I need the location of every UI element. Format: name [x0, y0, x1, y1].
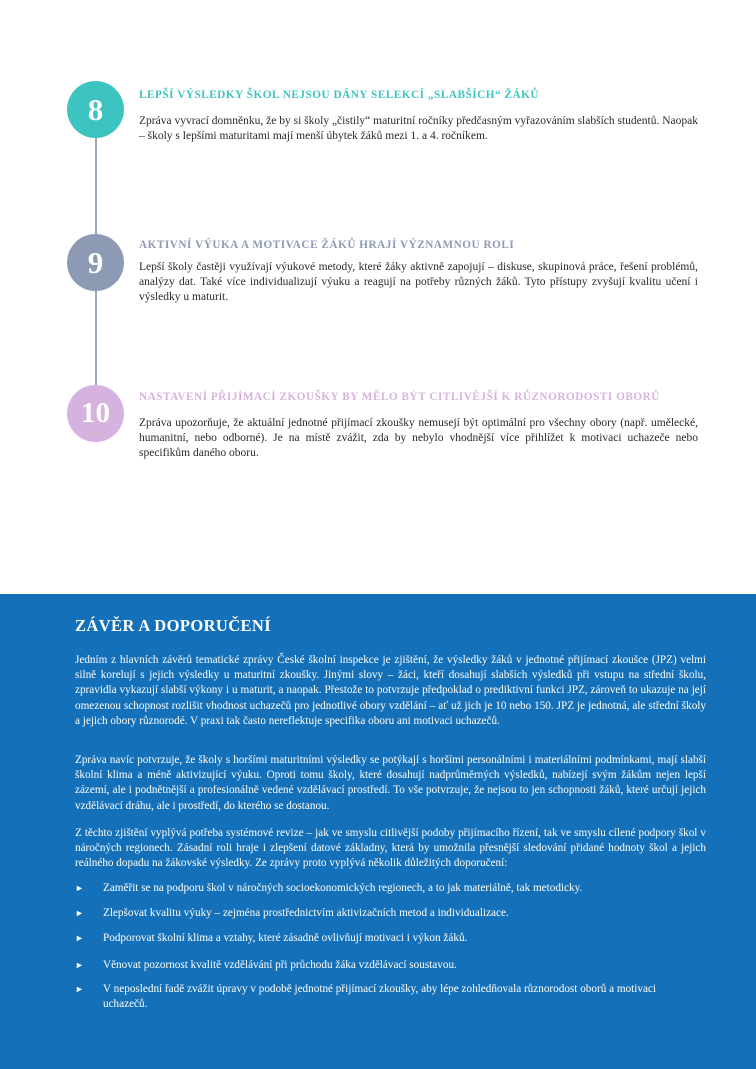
number-badge-10: 10	[67, 385, 124, 442]
conclusion-paragraph-1: Jedním z hlavních závěrů tematické zprávy České školní inspekce je zjištění, že výsledky žáků v jednotné přijímací zkoušce (JPZ) velmi silně korelují s jejich výsledky u maturitní zkoušky. Jinými slovy – žáci, kteří dosahují slabších výsledků při vstupu na střední školu, zpravidla vykazují slabší výkony i u maturit, a naopak. Přestože to potvrzuje předpoklad o prediktivní funkci JPZ, zároveň to ukazuje na její omezenou schopnost rozlišit vhodnost uchazečů pro jednotlivé obory vzdělání – ať už jich je 10 nebo 150. JPZ je jednotná, ale střední školy a jejich obory různorodé. V praxi tak často nereflektuje specifika oboru ani motivaci uchazečů.	[75, 654, 706, 727]
conclusion-paragraph-3: Z těchto zjištění vyplývá potřeba systémové revize – jak ve smyslu citlivější podoby přijímacího řízení, tak ve smyslu cílené podpory škol v náročných regionech. Zásadní roli hraje i zlepšení datové základny, která by umožnila přesnější sledování přidané hodnoty škol a jejich reálného dopadu na žákovské výsledky. Ze zprávy proto vyplývá několik důležitých doporučení:	[75, 827, 706, 870]
conclusion-title: ZÁVĚR A DOPORUČENÍ	[75, 616, 272, 635]
item-8-text: Zpráva vyvrací domněnku, že by si školy „čistily“ maturitní ročníky předčasným vyřazováním slabších studentů. Naopak – školy s lepšími maturitami mají menší úbytek žáků mezi 1. a 4. ročníkem.	[139, 115, 698, 142]
bullet-arrow-icon: ►	[75, 960, 84, 970]
bullet-arrow-icon: ►	[75, 908, 84, 918]
bullet-arrow-icon: ►	[75, 933, 84, 943]
recommendation-text: V neposlední řadě zvážit úpravy v podobě jednotné přijímací zkoušky, aby lépe zohledňovala různorodost oborů a motivaci uchazečů.	[103, 983, 656, 1010]
item-10-text: Zpráva upozorňuje, že aktuální jednotné přijímací zkoušky nemusejí být optimální pro všechny obory (např. umělecké, humanitní, nebo odborné). Je na místě zvážit, zda by nebylo vhodnější více přihlížet k motivaci uchazeče nebo specifikům daného oboru.	[139, 417, 698, 459]
recommendation-text: Věnovat pozornost kvalitě vzdělávání při průchodu žáka vzdělávací soustavou.	[103, 959, 457, 971]
conclusion-section	[0, 594, 756, 1069]
item-9-text: Lepší školy častěji využívají výukové metody, které žáky aktivně zapojují – diskuse, skupinová práce, řešení problémů, analýzy dat. Také více individualizují výuku a reagují na potřeby různých žáků. Tyto přístupy zvyšují kvalitu učení i výsledky u maturit.	[139, 261, 698, 303]
item-9-title: AKTIVNÍ VÝUKA A MOTIVACE ŽÁKŮ HRAJÍ VÝZNAMNOU ROLI	[139, 239, 515, 251]
number-badge-9: 9	[67, 234, 124, 291]
recommendation-text: Podporovat školní klima a vztahy, které zásadně ovlivňují motivaci i výkon žáků.	[103, 932, 468, 944]
bullet-arrow-icon: ►	[75, 883, 84, 893]
recommendation-text: Zaměřit se na podporu škol v náročných socioekonomických regionech, a to jak materiálně, tak metodicky.	[103, 882, 583, 894]
bullet-arrow-icon: ►	[75, 984, 84, 994]
number-badge-8: 8	[67, 81, 124, 138]
item-8-title: LEPŠÍ VÝSLEDKY ŠKOL NEJSOU DÁNY SELEKCÍ „SLABŠÍCH“ ŽÁKŮ	[139, 89, 540, 101]
recommendation-text: Zlepšovat kvalitu výuky – zejména prostřednictvím aktivizačních metod a individualizace.	[103, 907, 509, 919]
item-10-title: NASTAVENÍ PŘIJÍMACÍ ZKOUŠKY BY MĚLO BÝT CITLIVĚJŠÍ K RŮZNORODOSTI OBORŮ	[139, 391, 660, 403]
conclusion-paragraph-2: Zpráva navíc potvrzuje, že školy s horšími maturitními výsledky se potýkají s horšími personálními i materiálními podmínkami, mají slabší školní klima a méně aktivizující výuku. Oproti tomu školy, které dosahují nadprůměrných výsledků, nabízejí svým žákům nejen lepší zázemí, ale i podnětnější a profesionálně vedené vzdělávací prostředí. To vše potvrzuje, že nejsou to jen schopnosti žáků, které určují jejich vzdělávací dráhu, ale i prostředí, do kterého se dostanou.	[75, 754, 706, 812]
